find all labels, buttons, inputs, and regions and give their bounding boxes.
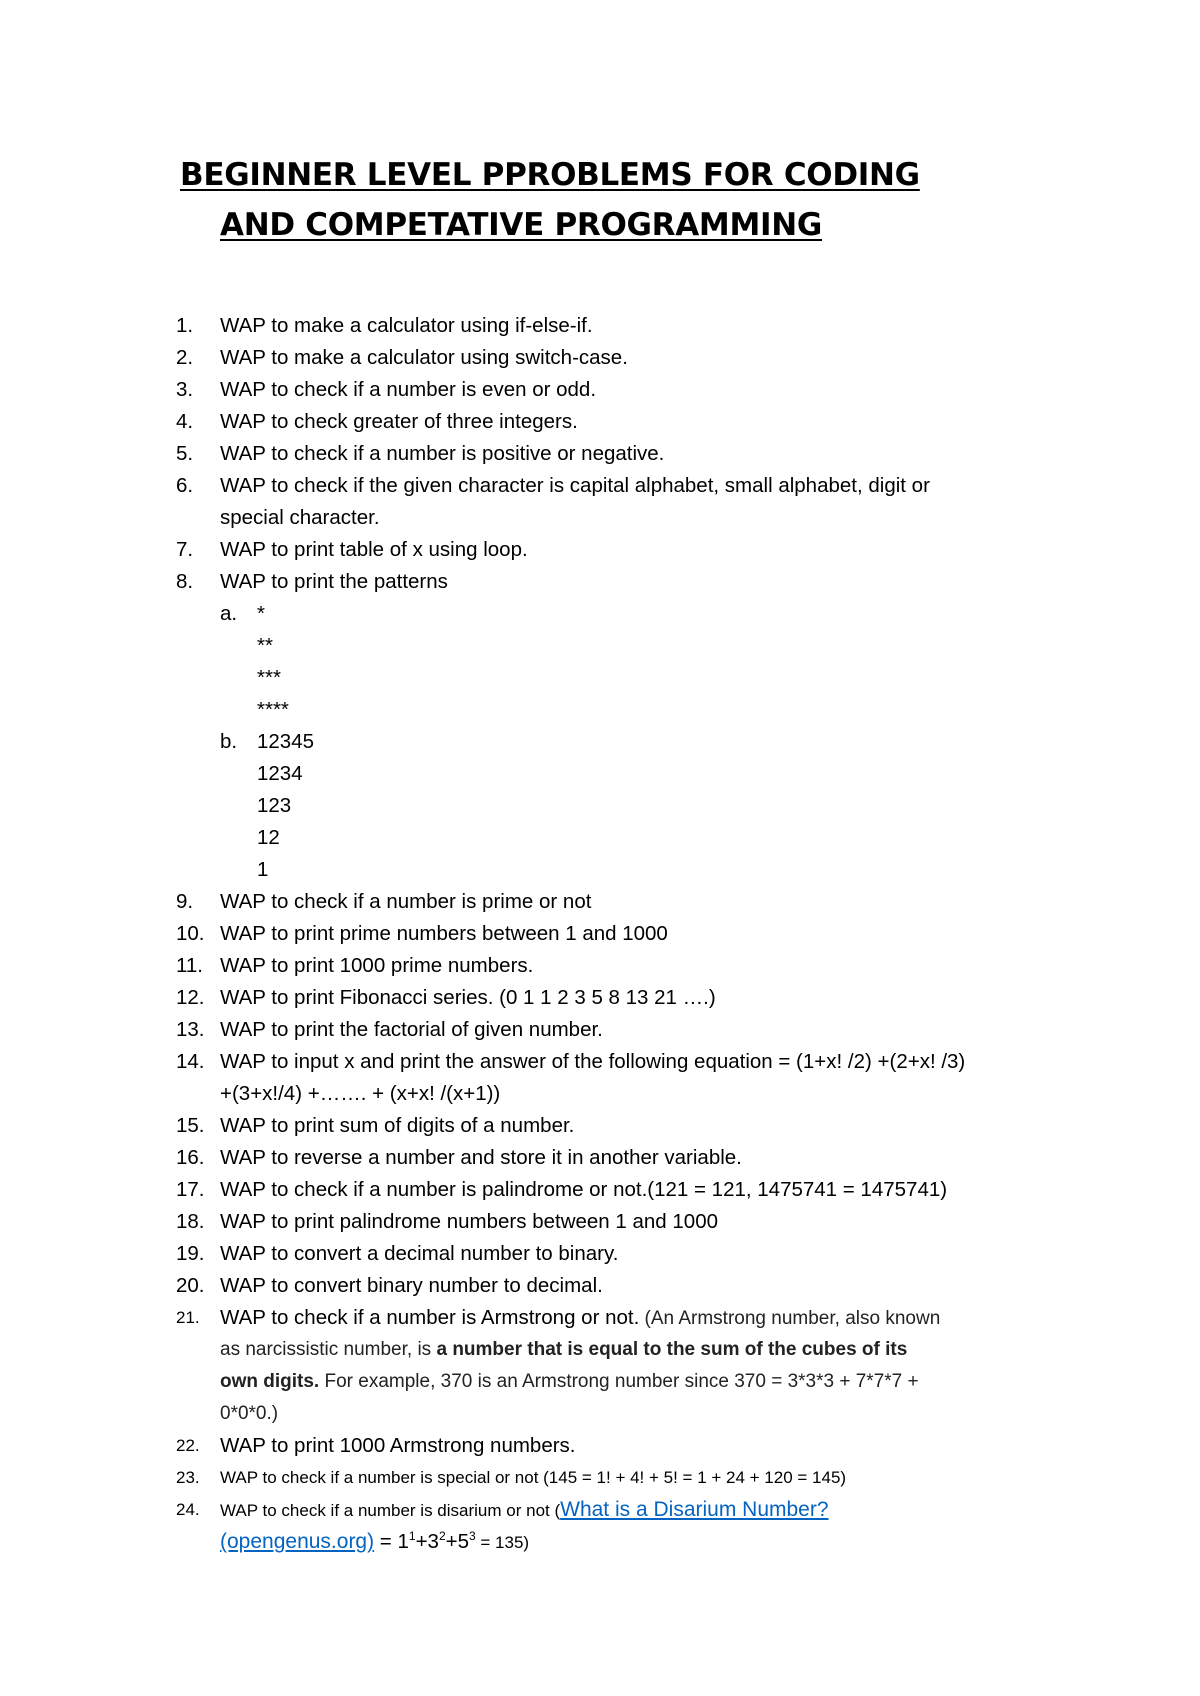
list-item-continuation xyxy=(176,1366,1076,1398)
item-number: 13. xyxy=(176,1018,205,1041)
list-item-continuation xyxy=(176,1334,1076,1366)
item-lead: WAP to check if a number is disarium or not ( xyxy=(220,1501,561,1520)
item-number: 11. xyxy=(176,954,203,977)
list-item xyxy=(176,374,1076,406)
item-number: 24. xyxy=(176,1500,200,1519)
list-item xyxy=(176,1206,1076,1238)
disarium-link-source[interactable]: (opengenus.org) xyxy=(220,1530,375,1553)
list-item xyxy=(176,310,1076,342)
item-number: 9. xyxy=(176,890,194,913)
item-number: 7. xyxy=(176,538,194,561)
list-item-continuation xyxy=(176,502,1076,534)
item-lead: WAP to check if a number is Armstrong or not. xyxy=(220,1306,640,1329)
item-number: 5. xyxy=(176,442,194,465)
armstrong-definition: (An Armstrong number, also known xyxy=(639,1308,941,1329)
armstrong-definition-bold: own digits. xyxy=(220,1371,320,1392)
list-item xyxy=(176,1110,1076,1142)
pattern-b-line xyxy=(176,822,1076,854)
item-text: WAP to check if a number is positive or negative. xyxy=(220,442,665,465)
item-text xyxy=(220,1494,829,1527)
armstrong-definition: as narcissistic number, is xyxy=(220,1339,437,1360)
superscript: 3 xyxy=(469,1529,476,1544)
item-number: 2. xyxy=(176,346,194,369)
item-text-continued xyxy=(220,1334,907,1366)
pattern-a-line xyxy=(176,662,1076,694)
item-number: 12. xyxy=(176,986,205,1009)
equation-part: +5 xyxy=(445,1530,469,1553)
sub-item-letter: a. xyxy=(220,602,238,625)
item-text: WAP to print the patterns xyxy=(220,570,448,593)
item-number: 15. xyxy=(176,1114,205,1137)
item-number: 16. xyxy=(176,1146,205,1169)
item-text: WAP to print palindrome numbers between 1 and 1000 xyxy=(220,1210,718,1233)
item-number: 21. xyxy=(176,1308,200,1327)
pattern-text: 1 xyxy=(257,858,269,881)
superscript: 2 xyxy=(438,1529,446,1544)
item-text: WAP to make a calculator using if-else-if. xyxy=(220,314,593,337)
item-text: WAP to reverse a number and store it in another variable. xyxy=(220,1146,742,1169)
list-item xyxy=(176,1238,1076,1270)
list-item xyxy=(176,438,1076,470)
pattern-text: 12 xyxy=(257,826,280,849)
equation-part: +3 xyxy=(415,1530,439,1553)
list-item xyxy=(176,1046,1076,1078)
item-text: WAP to print the factorial of given number. xyxy=(220,1018,603,1041)
title-line-2: AND COMPETATIVE PROGRAMMING xyxy=(220,207,823,243)
pattern-a-line xyxy=(176,598,1076,630)
superscript: 1 xyxy=(408,1529,416,1544)
problem-list xyxy=(176,310,1076,1558)
list-item xyxy=(176,470,1076,502)
list-item xyxy=(176,1014,1076,1046)
item-number: 3. xyxy=(176,378,194,401)
item-text: WAP to print 1000 Armstrong numbers. xyxy=(220,1434,576,1457)
item-text: WAP to input x and print the answer of the following equation = (1+x! /2) +(2+x! /3) xyxy=(220,1050,966,1073)
list-item xyxy=(176,918,1076,950)
list-item xyxy=(176,1174,1076,1206)
pattern-b-line xyxy=(176,758,1076,790)
equation-part: = 135) xyxy=(475,1533,530,1552)
item-text: WAP to print table of x using loop. xyxy=(220,538,528,561)
armstrong-definition-bold: a number that is equal to the sum of the cubes of its xyxy=(436,1339,908,1360)
item-number: 17. xyxy=(176,1178,205,1201)
list-item xyxy=(176,534,1076,566)
item-number: 4. xyxy=(176,410,194,433)
title-line-1: BEGINNER LEVEL PPROBLEMS FOR CODING xyxy=(180,157,920,193)
item-text: WAP to convert a decimal number to binary. xyxy=(220,1242,619,1265)
item-text: WAP to check if a number is even or odd. xyxy=(220,378,597,401)
armstrong-example: For example, 370 is an Armstrong number since 370 = 3*3*3 + 7*7*7 + xyxy=(319,1371,919,1392)
pattern-text: ** xyxy=(257,634,273,657)
item-text: WAP to print 1000 prime numbers. xyxy=(220,954,534,977)
item-number: 20. xyxy=(176,1274,205,1297)
pattern-a-line xyxy=(176,630,1076,662)
item-text: WAP to check if a number is special or not (145 = 1! + 4! + 5! = 1 + 24 + 120 = 145) xyxy=(220,1468,847,1487)
item-text: WAP to check if the given character is capital alphabet, small alphabet, digit or xyxy=(220,474,930,497)
list-item xyxy=(176,1302,1076,1334)
item-number: 23. xyxy=(176,1468,200,1487)
pattern-b-line xyxy=(176,790,1076,822)
item-number: 22. xyxy=(176,1436,200,1455)
list-item xyxy=(176,1142,1076,1174)
sub-item-letter: b. xyxy=(220,730,238,753)
list-item xyxy=(176,1494,1076,1526)
pattern-text: **** xyxy=(257,698,289,721)
item-text: WAP to print prime numbers between 1 and 1000 xyxy=(220,922,668,945)
item-text: WAP to print sum of digits of a number. xyxy=(220,1114,575,1137)
item-number: 10. xyxy=(176,922,205,945)
pattern-b-line xyxy=(176,854,1076,886)
page-title xyxy=(180,150,1080,250)
list-item xyxy=(176,982,1076,1014)
item-number: 19. xyxy=(176,1242,205,1265)
list-item xyxy=(176,406,1076,438)
pattern-text: 12345 xyxy=(257,730,315,753)
item-text-continued xyxy=(220,1526,529,1559)
item-text: WAP to check if a number is prime or not xyxy=(220,890,592,913)
list-item xyxy=(176,1270,1076,1302)
item-text: WAP to check greater of three integers. xyxy=(220,410,578,433)
item-text: WAP to convert binary number to decimal. xyxy=(220,1274,603,1297)
disarium-link[interactable]: What is a Disarium Number? xyxy=(560,1498,829,1521)
pattern-b-line xyxy=(176,726,1076,758)
item-text xyxy=(220,1302,940,1335)
item-text: WAP to check if a number is palindrome or not.(121 = 121, 1475741 = 1475741) xyxy=(220,1178,948,1201)
item-text: WAP to make a calculator using switch-case. xyxy=(220,346,628,369)
item-number: 14. xyxy=(176,1050,205,1073)
pattern-text: 1234 xyxy=(257,762,303,785)
list-item xyxy=(176,1430,1076,1462)
pattern-text: 123 xyxy=(257,794,292,817)
list-item xyxy=(176,1462,1076,1494)
list-item xyxy=(176,342,1076,374)
item-text-continued: special character. xyxy=(220,506,380,529)
item-number: 8. xyxy=(176,570,194,593)
list-item xyxy=(176,566,1076,598)
item-text-continued xyxy=(220,1366,919,1398)
item-text: WAP to print Fibonacci series. (0 1 1 2 3 5 8 13 21 ….) xyxy=(220,986,716,1009)
item-text-continued: +(3+x!/4) +……. + (x+x! /(x+1)) xyxy=(220,1082,501,1105)
pattern-text: * xyxy=(257,602,265,625)
pattern-text: *** xyxy=(257,666,281,689)
list-item xyxy=(176,950,1076,982)
list-item-continuation xyxy=(176,1526,1076,1558)
equation-part: = 1 xyxy=(374,1530,409,1553)
list-item-continuation xyxy=(176,1398,1076,1430)
item-number: 18. xyxy=(176,1210,205,1233)
list-item-continuation xyxy=(176,1078,1076,1110)
list-item xyxy=(176,886,1076,918)
item-number: 1. xyxy=(176,314,194,337)
pattern-a-line xyxy=(176,694,1076,726)
item-text-continued: 0*0*0.) xyxy=(220,1403,279,1424)
item-number: 6. xyxy=(176,474,194,497)
